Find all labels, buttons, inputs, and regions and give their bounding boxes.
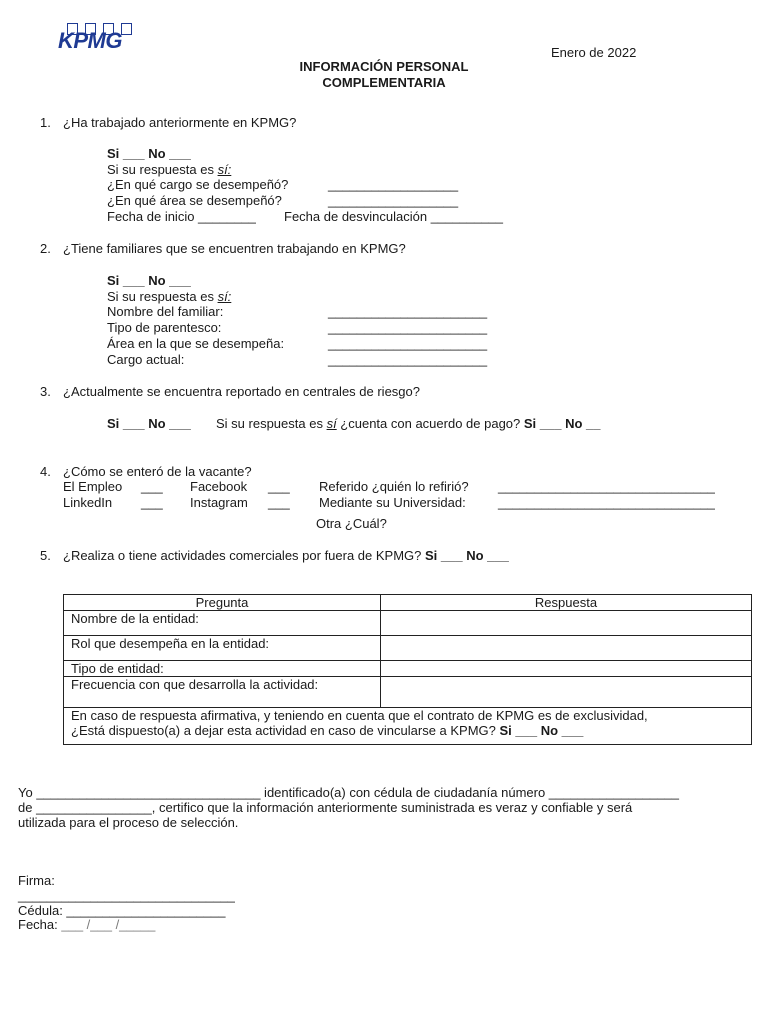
document-title-line1: INFORMACIÓN PERSONAL (299, 59, 469, 74)
table-answer-cell[interactable] (381, 636, 752, 661)
table-footer-line1: En caso de respuesta afirmativa, y teniendo en cuenta que el contrato de KPMG es de exclusividad, (71, 708, 648, 723)
table-row-label: Tipo de entidad: (64, 661, 381, 677)
q4-linkedin-field[interactable]: ___ (141, 495, 163, 510)
q4-otra-label: Otra ¿Cuál? (316, 516, 387, 531)
q3-question: ¿Actualmente se encuentra reportado en centrales de riesgo? (63, 384, 420, 399)
q3-number: 3. (40, 384, 51, 399)
q1-if-yes-prefix: Si su respuesta es (107, 162, 218, 177)
q1-si-no[interactable]: Si ___ No ___ (107, 146, 191, 161)
table-row-label: Frecuencia con que desarrolla la actividad: (64, 677, 381, 708)
q4-referido-field[interactable]: ______________________________ (498, 479, 715, 494)
q2-parentesco-label: Tipo de parentesco: (107, 320, 222, 335)
q4-empleo-field[interactable]: ___ (141, 479, 163, 494)
q2-parentesco-field[interactable]: ______________________ (328, 320, 488, 335)
fecha-label: Fecha: (18, 917, 62, 932)
table-header-respuesta: Respuesta (381, 595, 752, 611)
q4-facebook-label: Facebook (190, 479, 248, 494)
q4-question: ¿Cómo se enteró de la vacante? (63, 464, 252, 479)
table-answer-cell[interactable] (381, 611, 752, 636)
q2-if-yes-word: sí: (217, 289, 232, 304)
q2-cargo-field[interactable]: ______________________ (328, 352, 488, 367)
q5-number: 5. (40, 548, 51, 563)
q1-if-yes (107, 162, 231, 177)
q3-si-no[interactable]: Si ___ No ___ (107, 416, 191, 431)
q1-area-label: ¿En qué área se desempeñó? (107, 193, 282, 208)
table-row (64, 661, 752, 677)
commercial-activities-table (63, 594, 752, 745)
table-footer-line2: ¿Está dispuesto(a) a dejar esta actividad en caso de vincularse a KPMG? (71, 723, 500, 738)
q1-question: ¿Ha trabajado anteriormente en KPMG? (63, 115, 297, 130)
q3-follow-up (216, 416, 601, 431)
declaration-line3: utilizada para el proceso de selección. (18, 815, 239, 830)
q1-area-field[interactable]: __________________ (328, 193, 459, 208)
q3-follow-suffix: ¿cuenta con acuerdo de pago? (336, 416, 524, 431)
q2-area-label: Área en la que se desempeña: (107, 336, 285, 351)
firma-field[interactable]: ______________________________ (18, 888, 235, 903)
q3-follow-word: sí (326, 416, 337, 431)
q5-si-no[interactable]: Si ___ No ___ (425, 548, 509, 563)
q1-cargo-field[interactable]: __________________ (328, 177, 459, 192)
logo-box-4 (121, 23, 132, 35)
table-footer-si-no[interactable]: Si ___ No ___ (499, 723, 584, 738)
cedula-field[interactable]: Cédula: ______________________ (18, 903, 226, 918)
q5-question-line (63, 548, 509, 563)
q2-question: ¿Tiene familiares que se encuentren trabajando en KPMG? (63, 241, 406, 256)
table-row (64, 636, 752, 661)
q2-if-yes-prefix: Si su respuesta es (107, 289, 218, 304)
fecha-field[interactable]: ___ /___ /_____ (61, 917, 156, 932)
table-header-row (64, 595, 752, 611)
q1-if-yes-word: sí: (217, 162, 232, 177)
q2-number: 2. (40, 241, 51, 256)
q2-nombre-label: Nombre del familiar: (107, 304, 224, 319)
document-title-line2: COMPLEMENTARIA (322, 75, 446, 90)
q4-universidad-label: Mediante su Universidad: (319, 495, 466, 510)
q4-universidad-field[interactable]: ______________________________ (498, 495, 715, 510)
table-row (64, 611, 752, 636)
q4-linkedin-label: LinkedIn (63, 495, 113, 510)
q1-fecha-inicio[interactable]: Fecha de inicio ________ (107, 209, 256, 224)
table-header-pregunta: Pregunta (64, 595, 381, 611)
table-footer-cell (64, 708, 752, 745)
q4-facebook-field[interactable]: ___ (268, 479, 290, 494)
table-row (64, 677, 752, 708)
fecha-row (18, 917, 155, 932)
table-answer-cell[interactable] (381, 677, 752, 708)
table-row-label: Rol que desempeña en la entidad: (64, 636, 381, 661)
q1-cargo-label: ¿En qué cargo se desempeñó? (107, 177, 289, 192)
q3-follow-prefix: Si su respuesta es (216, 416, 327, 431)
q2-area-field[interactable]: ______________________ (328, 336, 488, 351)
q4-instagram-label: Instagram (190, 495, 248, 510)
q4-referido-label: Referido ¿quién lo refirió? (319, 479, 469, 494)
q4-empleo-label: El Empleo (63, 479, 123, 494)
declaration-line2[interactable]: de ________________, certifico que la información anteriormente suministrada es veraz y confiable y será (18, 800, 633, 815)
table-footer-row (64, 708, 752, 745)
kpmg-logo (58, 22, 138, 52)
q2-if-yes (107, 289, 231, 304)
q2-nombre-field[interactable]: ______________________ (328, 304, 488, 319)
logo-text: KPMG (58, 28, 122, 53)
q1-fecha-desvinculacion[interactable]: Fecha de desvinculación __________ (284, 209, 504, 224)
q3-follow-si-no[interactable]: Si ___ No __ (523, 416, 601, 431)
table-footer-line2-wrap (71, 723, 744, 738)
q5-question: ¿Realiza o tiene actividades comerciales por fuera de KPMG? (63, 548, 426, 563)
table-row-label: Nombre de la entidad: (64, 611, 381, 636)
q4-number: 4. (40, 464, 51, 479)
q1-number: 1. (40, 115, 51, 130)
q2-cargo-label: Cargo actual: (107, 352, 185, 367)
table-answer-cell[interactable] (381, 661, 752, 677)
q4-instagram-field[interactable]: ___ (268, 495, 290, 510)
declaration-line1[interactable]: Yo _______________________________ identificado(a) con cédula de ciudadanía número __________________ (18, 785, 679, 800)
q2-si-no[interactable]: Si ___ No ___ (107, 273, 191, 288)
firma-label: Firma: (18, 873, 55, 888)
document-date: Enero de 2022 (551, 45, 637, 60)
